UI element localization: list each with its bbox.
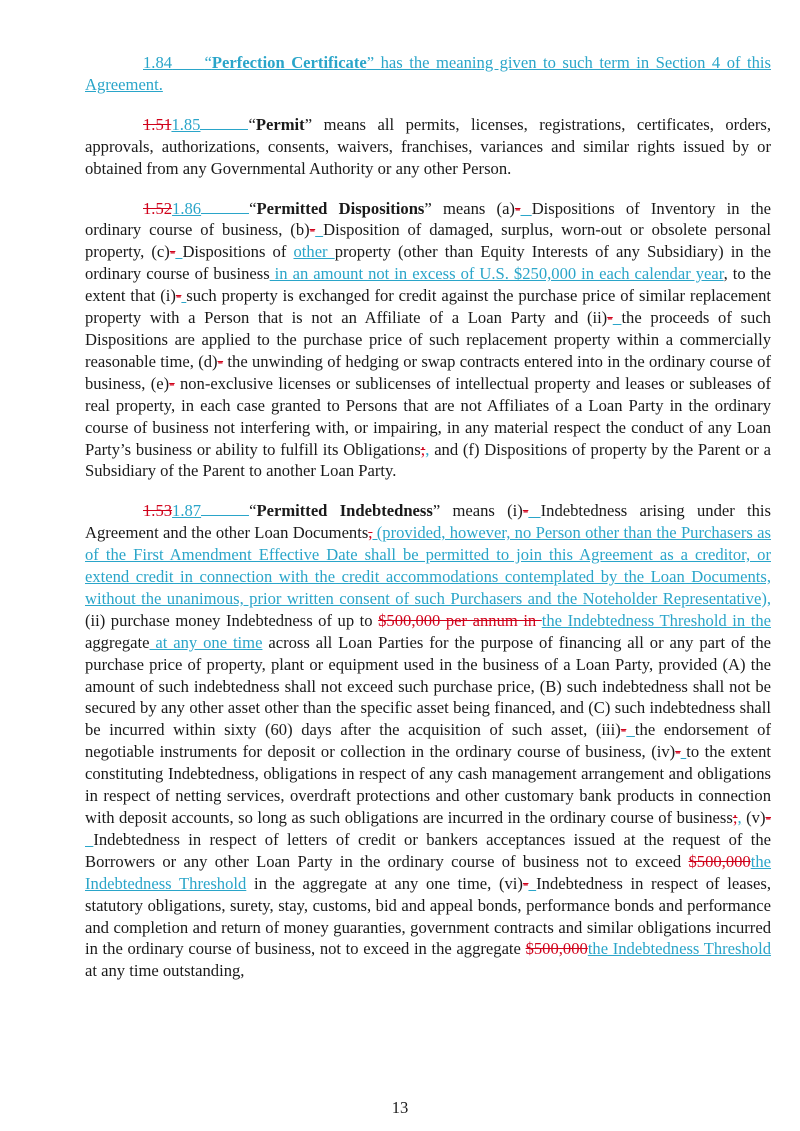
deleted-text: ;: [732, 808, 738, 827]
inserted-tab: [201, 514, 249, 516]
section-number: 1.84 “Perfection Certificate” has the meaning given to such term in Section 4 of this Agreement.: [85, 53, 771, 94]
deleted-text: $500,000: [525, 939, 588, 959]
section-1-87: 1.531.87 “Permitted Indebtedness” means (i)- Indebtedness arising under this Agreement and the other Loan Documents, (provided, however, no Person other than the Purchasers as of the First Amendment Effective Date shall be permitted to join this Agreement as a creditor, or extend credit in connection with the credit accommodations contemplated by the Loan Documents, without the unanimous, prior written consent of such Purchasers and the Noteholder Representative), (ii) purchase money Indebtedness of up to $500,000 per annum in the Indebtedness Threshold in the aggregate at any one time across all Loan Parties for the purpose of financing all or any part of the purchase price of property, plant or equipment used in the business of a Loan Party, provided (A) the amount of such indebtedness shall not exceed such purchase price, (B) such indebtedness shall not be secured by any other asset other than the specific asset being financed, and (C) such indebtedness shall be incurred within sixty (60) days after the acquisition of such asset, (iii)- the endorsement of negotiable instruments for deposit or collection in the ordinary course of business, (iv)- to the extent constituting Indebtedness, obligations in respect of any cash management arrangement and obligations in respect of netting services, overdraft protections and other customary bank products in connection with deposit accounts, so long as such obligations are incurred in the ordinary course of business;, (v)- Indebtedness in respect of letters of credit or bankers acceptances issued at the request of the Borrowers or any other Loan Party in the ordinary course of business not to exceed $500,000the Indebtedness Threshold in the aggregate at any one time, (vi)- Indebtedness in respect of leases, statutory obligations, surety, stay, customs, bid and appeal bonds, performance bonds and performance and completion and return of money guaranties, government contracts and similar obligations incurred in the ordinary course of business, not to exceed in the aggregate $500,000the Indebtedness Threshold at any time outstanding,: [85, 501, 772, 981]
deleted-text: ;: [420, 439, 426, 459]
definition-text: ” means all permits, licenses, registrations, certificates, orders, approvals, authorizations, consents, waivers, franchises, variances and similar rights issued by or obtained from any Governmental Authority or any other Person.: [85, 114, 771, 178]
deleted-section-number: 1.52: [143, 198, 173, 218]
section-1-85: 1.511.85 “Permit” means all permits, licenses, registrations, certificates, orders, approvals, authorizations, consents, waivers, franchises, variances and similar rights issued by or obtained from any Governmental Authority or any other Person.: [85, 114, 771, 178]
section-1-86: 1.521.86 “Permitted Dispositions” means (a)- Dispositions of Inventory in the ordinary course of business, (b)- Disposition of damaged, surplus, worn-out or obsolete personal property, (c)- Dispositions of other property (other than Equity Interests of any Subsidiary) in the ordinary course of business in an amount not in excess of U.S. $250,000 in each calendar year, to the extent that (i)- such property is exchanged for credit against the purchase price of similar replacement property with a Person that is not an Affiliate of a Loan Party and (ii)- the proceeds of such Dispositions are applied to the purchase price of such replacement property within a commercially reasonable time, (d)- the unwinding of hedging or swap contracts entered into in the ordinary course of business, (e)- non-exclusive licenses or sublicenses of intellectual property and leases or subleases of real property, in each case granted to Persons that are not Affiliates of a Loan Party in the ordinary course of business not interfering with, or impairing, in any material respect the conduct of any Loan Party’s business or ability to fulfill its Obligations;, and (f) Dispositions of property by the Parent or a Subsidiary of the Parent to another Loan Party.: [85, 198, 772, 481]
deleted-text: ,: [368, 523, 373, 543]
page-number: 13: [391, 1098, 409, 1117]
inserted-tab: [200, 128, 248, 130]
inserted-text: (provided, however, no Person other than the Purchasers as of the First Amendment Effective Date shall be permitted to join this Agreement as a creditor, or extend credit in connection with the credit accommodations contemplated by the Loan Documents, without the unanimous, prior written consent of such Purchasers and the Noteholder Representative),: [85, 523, 771, 608]
deleted-section-number: 1.53: [143, 501, 173, 521]
inserted-text: ,: [425, 439, 430, 459]
section-1-84: [85, 52, 771, 96]
defined-term: Permitted Indebtedness: [256, 501, 433, 521]
inserted-text: the Indebtedness Threshold: [85, 851, 771, 893]
deleted-text: $500,000: [688, 851, 751, 871]
document-page: [85, 52, 771, 1000]
defined-term: Permit: [255, 114, 305, 134]
defined-term: Perfection Certificate: [211, 53, 367, 72]
defined-term: Permitted Dispositions: [256, 198, 425, 218]
deleted-text: $500,000 per annum in: [378, 610, 542, 630]
inserted-text: at any one time: [149, 632, 263, 652]
inserted-text: other: [293, 242, 335, 262]
section-number: 1.86: [172, 198, 202, 218]
section-number: 1.87: [172, 501, 202, 521]
inserted-text: in an amount not in excess of U.S. $250,000 in each calendar year: [269, 264, 724, 284]
inserted-text: ,: [737, 808, 742, 827]
deleted-section-number: 1.51: [143, 114, 172, 134]
inserted-text: the Indebtedness Threshold in the: [541, 610, 771, 630]
inserted-text: the Indebtedness Threshold: [587, 939, 772, 959]
inserted-tab: [201, 212, 249, 214]
section-number: 1.85: [171, 114, 201, 134]
